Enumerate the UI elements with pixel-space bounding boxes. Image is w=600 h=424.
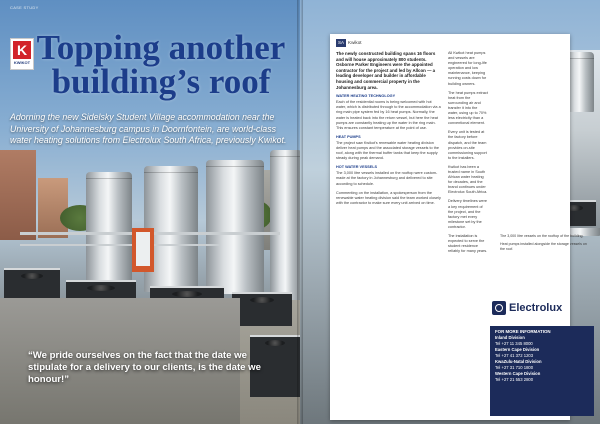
headline-line-2: building’s roof (51, 62, 271, 101)
article-paragraph: The installation is expected to serve the student residence reliably for many years. (448, 234, 488, 254)
contact-row: Eastern Cape Division Tel +27 41 372 1203 (495, 347, 540, 358)
article-paragraph: Each of the residential rooms is being welcomed with hot water, which is distributed through to the accommodation via a ring main pipe system fed by 16 heat pumps. Normally, the water is heated back into the return vessel, but here the heat pumps are constantly heating up the water in the ring main. This ensures constant temperature at the point of use. (336, 100, 441, 130)
contact-title: FOR MORE INFORMATION (495, 329, 551, 334)
storage-tank (206, 160, 264, 294)
article-paragraph: Kwikot has been a trusted name in South African water heating for decades, and the brand continues under Electrolux South Africa. (448, 164, 488, 195)
control-panel (132, 228, 154, 272)
article-paragraph: Delivery timelines were a key requirement of the project, and the factory met every milestone set by the contractor. (448, 199, 488, 229)
article-paragraph: Every unit is tested at the factory before dispatch, and the team provides on-site commissioning support to the installers. (448, 130, 487, 160)
article-paragraph: The heat pumps extract heat from the surrounding air and transfer it into the water, using up to 70% less electricity than a conventional element. (448, 90, 488, 126)
background-building (38, 178, 68, 238)
page-fold (297, 0, 303, 424)
article-lead: The newly constructed building spans 16 floors and will house approximately 800 students. Osborne Parker Engineers were the appointed contractor for the project and led by Allcon — a leading developer and builder in affordable housing and commercial property in the Johannesburg area. (336, 51, 436, 90)
headline-line-1: Topping another (36, 28, 286, 67)
standfirst: Adorning the new Sidelsky Student Village accommodation near the University of Johannesburg campus in Doornfontein, are world-class water heating solutions from Electrolux South Africa, previously Kwikot. (10, 112, 287, 146)
heat-pump-unit (4, 268, 60, 302)
article-column-1 (336, 51, 442, 210)
subheading: HOT WATER VESSELS (336, 165, 378, 170)
section-badge: SA (337, 40, 344, 45)
section-label: Kwikot (348, 40, 362, 45)
running-head: CASE STUDY (10, 5, 39, 10)
article-paragraph: The 3,000 litre vessels installed on the rooftop were custom-made at the factory in Johannesburg and delivered to site according to schedule. (336, 171, 438, 186)
article-paragraph: All Kwikot heat pumps and vessels are engineered for long-life operation and low maintenance, keeping running costs down for building owners. (448, 51, 487, 86)
contact-row: Western Cape Division Tel +27 21 553 2800 (495, 371, 541, 382)
subheading: WATER HEATING TECHNOLOGY (336, 94, 396, 99)
pipe (20, 244, 220, 246)
electrolux-logo (492, 300, 592, 318)
contact-row: Inland Division Tel +27 11 345 8000 (495, 335, 533, 346)
contact-box (490, 326, 594, 416)
kwikot-logo: K KWIKOT (10, 38, 34, 70)
caption-line: The 3,000 litre vessels on the rooftop of the building. (500, 234, 584, 238)
contact-row: KwaZulu-Natal Division Tel +27 31 710 1800 (495, 359, 542, 370)
article-paragraph: The project saw Kwikot's renewable water heating division deliver heat pumps and the associated storage vessels to the roof, along with the thermal buffer tanks that keep the supply steady during peak demand. (336, 140, 439, 161)
storage-tank (86, 172, 132, 282)
background-building (0, 150, 36, 240)
electrolux-mark-icon (492, 301, 506, 315)
heat-pump-unit (232, 292, 292, 326)
article-column-2 (448, 51, 488, 258)
headline (36, 28, 286, 101)
caption-line: Heat pumps installed alongside the storage vessels on the roof. (500, 241, 587, 251)
article-paragraph: Commenting on the installation, a spokesperson from the renewable water heating division said the team worked closely with the contractor to make sure every unit arrived on time. (336, 190, 441, 205)
subheading: HEAT PUMPS (336, 134, 361, 139)
photo-caption (500, 234, 592, 254)
pull-quote: “We pride ourselves on the fact that the date we stipulate for a delivery to our clients, is the date we honour!” (28, 350, 261, 385)
storage-tank (270, 150, 300, 300)
storage-tank (566, 52, 594, 112)
electrolux-wordmark: Electrolux (509, 302, 563, 314)
